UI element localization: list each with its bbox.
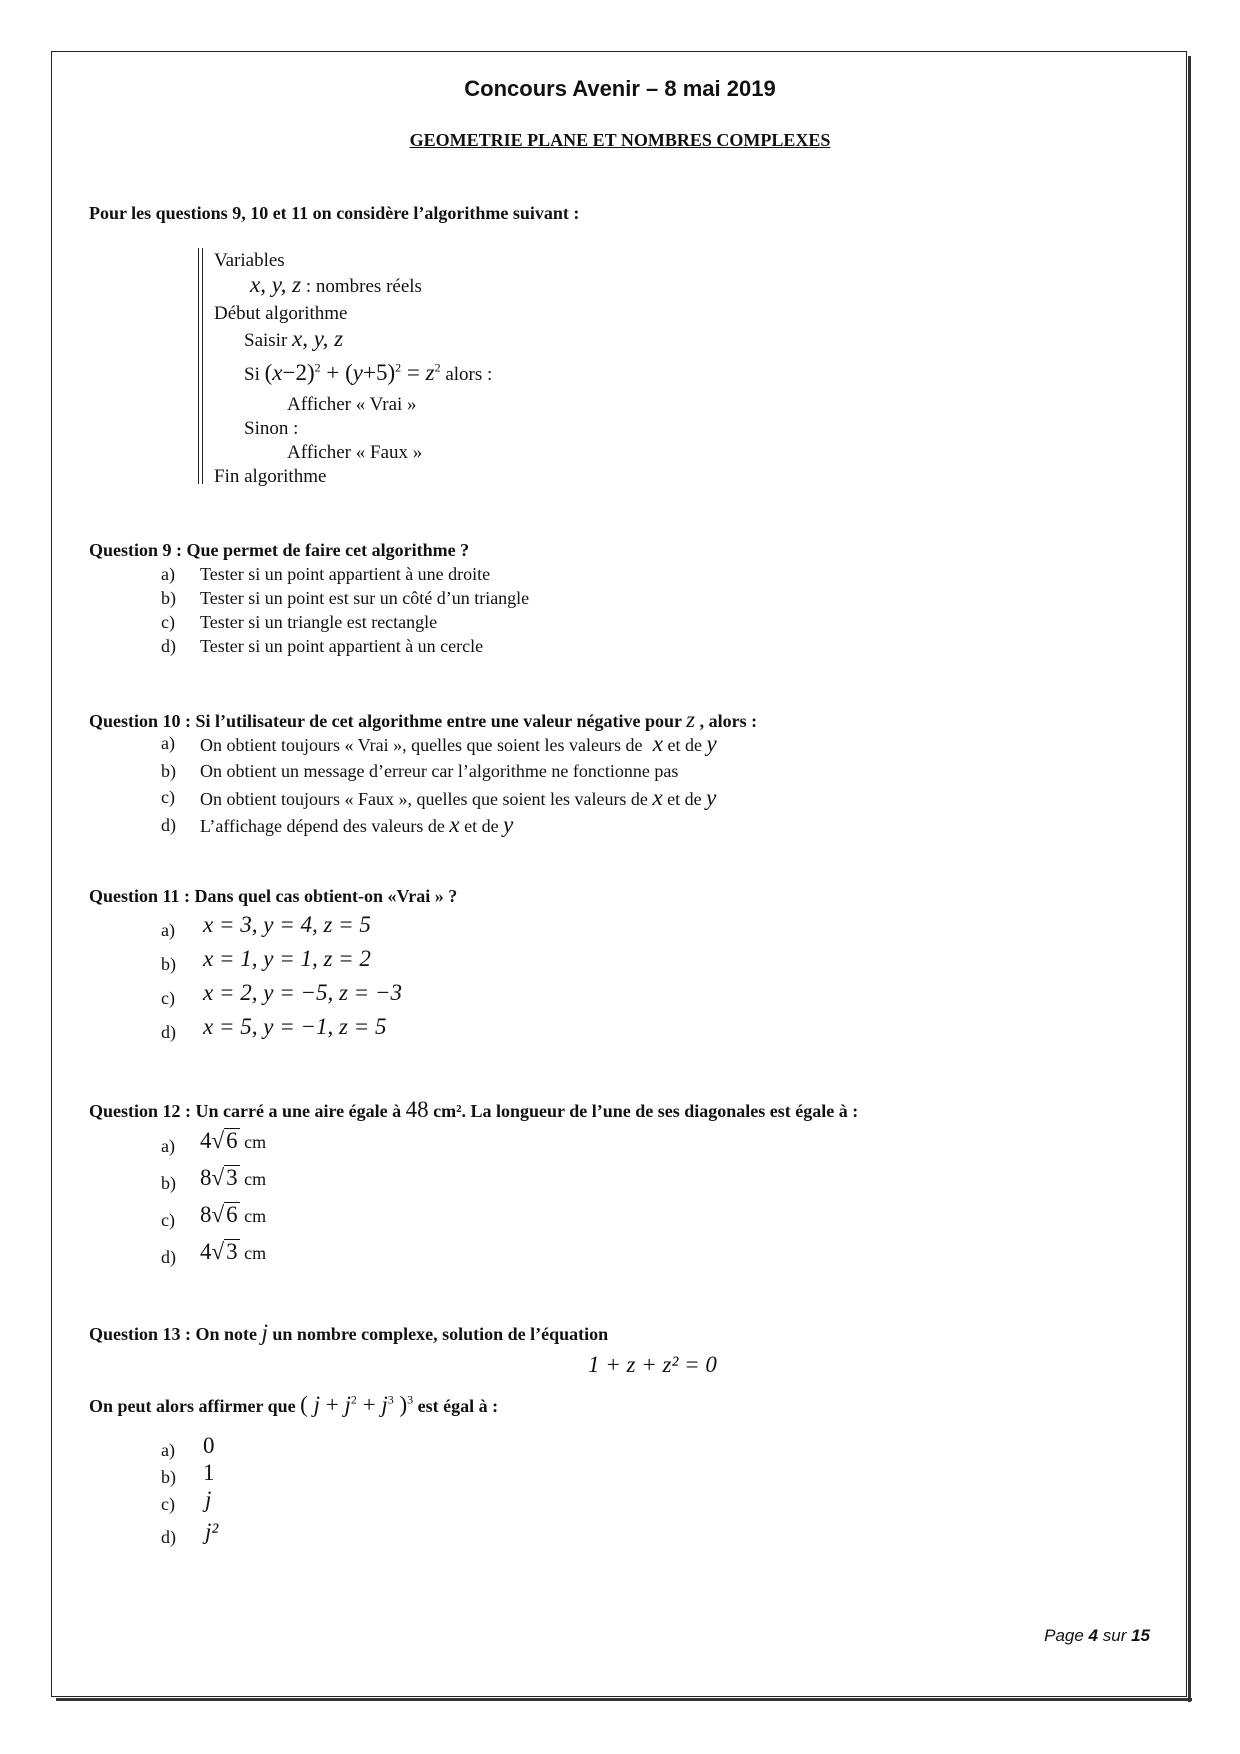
algo-line-condition: Si $(x-2)^2 + (y+5)^2 = z^2$ alors : xyxy=(244,360,493,385)
question-11-title: Question 11 : Dans quel cas obtient-on «Vrai » ? xyxy=(89,886,458,906)
q10-label-a: a) xyxy=(161,733,175,753)
q13-expression: ( $j + j^2 + j^3$ )$^3$ xyxy=(300,1392,414,1417)
q9-option-d: Tester si un point appartient à un cercle xyxy=(200,636,484,656)
q9-option-b: Tester si un point est sur un côté d’un triangle xyxy=(200,588,530,608)
algo-line-show-true: Afficher « Vrai » xyxy=(287,394,417,415)
q9-label-a: a) xyxy=(161,564,175,584)
q11-label-a: a) xyxy=(161,920,175,940)
algo-line-else: Sinon : xyxy=(244,418,299,439)
q11-option-b: x = 1, y = 1, z = 2 xyxy=(203,946,371,971)
q13-equation: 1 + z + z² = 0 xyxy=(588,1352,717,1377)
q10-option-a: On obtient toujours « Vrai », quelles que soient les valeurs de x et de y xyxy=(200,731,717,756)
page-frame xyxy=(51,51,1187,1697)
q13-option-b: 1 xyxy=(203,1460,215,1485)
algo-line-end: Fin algorithme xyxy=(214,466,327,487)
q9-label-d: d) xyxy=(161,636,176,656)
q13-option-a: 0 xyxy=(203,1433,215,1458)
section-title: GEOMETRIE PLANE ET NOMBRES COMPLEXES xyxy=(409,130,831,150)
q12-option-b: 8√3 cm xyxy=(200,1165,267,1190)
q11-option-a: x = 3, y = 4, z = 5 xyxy=(203,912,371,937)
q13-label-a: a) xyxy=(161,1440,175,1460)
circle-equation: $(x-2)^2 + (y+5)^2 = z^2$ xyxy=(264,360,441,385)
algo-line-variables: Variables xyxy=(214,250,285,271)
q12-label-a: a) xyxy=(161,1136,175,1156)
q10-option-b: On obtient un message d’erreur car l’algorithme ne fonctionne pas xyxy=(200,761,679,781)
algo-line-vars: x, y, z : nombres réels xyxy=(250,272,422,297)
algo-line-start: Début algorithme xyxy=(214,303,348,324)
algo-line-show-false: Afficher « Faux » xyxy=(287,442,423,463)
page-number: Page 4 sur 15 xyxy=(1044,1626,1150,1645)
q11-label-c: c) xyxy=(161,988,175,1008)
q12-option-d: 4√3 cm xyxy=(200,1239,267,1264)
q12-label-c: c) xyxy=(161,1210,175,1230)
q13-option-c: j xyxy=(205,1487,212,1512)
q12-option-a: 4√6 cm xyxy=(200,1128,267,1153)
q9-label-c: c) xyxy=(161,612,175,632)
q10-label-d: d) xyxy=(161,815,176,835)
q11-option-c: x = 2, y = −5, z = −3 xyxy=(203,980,402,1005)
question-10-title: Question 10 : Si l’utilisateur de cet algorithme entre une valeur négative pour z , alors : xyxy=(89,707,758,732)
q9-option-c: Tester si un triangle est rectangle xyxy=(200,612,438,632)
q13-label-c: c) xyxy=(161,1494,175,1514)
q12-label-d: d) xyxy=(161,1247,176,1267)
q11-label-d: d) xyxy=(161,1022,176,1042)
q12-label-b: b) xyxy=(161,1173,176,1193)
q12-option-c: 8√6 cm xyxy=(200,1202,267,1227)
q10-option-d: L’affichage dépend des valeurs de x et de y xyxy=(200,812,514,837)
page-title: Concours Avenir – 8 mai 2019 xyxy=(464,76,776,101)
q11-label-b: b) xyxy=(161,954,176,974)
question-9-title: Question 9 : Que permet de faire cet algorithme ? xyxy=(89,540,470,560)
question-12-title: Question 12 : Un carré a une aire égale à 48 cm². La longueur de l’une de ses diagonales est égale à : xyxy=(89,1097,859,1122)
algorithm-bracket xyxy=(198,248,203,484)
algo-line-input: Saisir x, y, z xyxy=(244,326,344,351)
q10-option-c: On obtient toujours « Faux », quelles que soient les valeurs de x et de y xyxy=(200,785,717,810)
q13-option-d: j² xyxy=(205,1519,219,1544)
question-13-title: Question 13 : On note j un nombre complexe, solution de l’équation xyxy=(89,1320,609,1345)
q11-option-d: x = 5, y = −1, z = 5 xyxy=(203,1014,387,1039)
algorithm-intro: Pour les questions 9, 10 et 11 on considère l’algorithme suivant : xyxy=(89,203,580,223)
q13-label-b: b) xyxy=(161,1467,176,1487)
q9-option-a: Tester si un point appartient à une droite xyxy=(200,564,491,584)
q13-label-d: d) xyxy=(161,1527,176,1547)
q10-label-c: c) xyxy=(161,787,175,807)
q13-affirmation: On peut alors affirmer que ( $j + j^2 + j^3$ )$^3$ est égal à : xyxy=(89,1392,499,1417)
q9-label-b: b) xyxy=(161,588,176,608)
q10-label-b: b) xyxy=(161,761,176,781)
